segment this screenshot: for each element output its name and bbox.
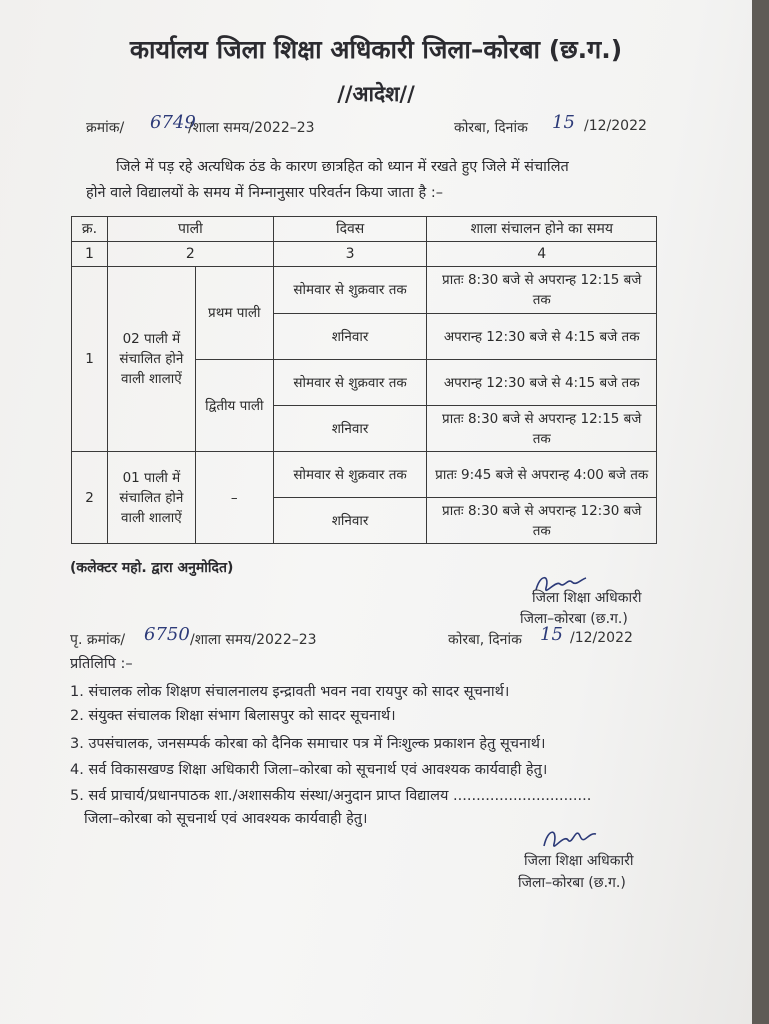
ref2-number: 6750 xyxy=(144,624,190,645)
signature1-designation: जिला शिक्षा अधिकारी xyxy=(532,590,642,606)
ref1-day: 15 xyxy=(552,112,575,133)
group1-shift1-day2: शनिवार xyxy=(273,314,427,360)
ref2-kramank-label: पृ. क्रमांक/ xyxy=(70,632,126,648)
ref1-month-year: /12/2022 xyxy=(584,118,647,134)
group1-category: 02 पाली में संचालित होने वाली शालाऐं xyxy=(107,267,195,452)
header-timing: शाला संचालन होने का समय xyxy=(427,217,657,242)
ref1-kramank-label: क्रमांक/ xyxy=(86,120,125,136)
ref2-month-year: /12/2022 xyxy=(570,630,633,646)
table-header-row xyxy=(72,217,657,242)
colnum-4: 4 xyxy=(427,242,657,267)
group1-shift2-time2: प्रातः 8:30 बजे से अपरान्ह 12:15 बजे तक xyxy=(427,406,657,452)
table-row xyxy=(72,452,657,498)
group1-shift1-day1: सोमवार से शुक्रवार तक xyxy=(273,267,427,314)
header-shift: पाली xyxy=(107,217,273,242)
signature1-place: जिला–कोरबा (छ.ग.) xyxy=(520,611,628,627)
table-colnum-row xyxy=(72,242,657,267)
table-row xyxy=(72,267,657,314)
group1-shift1-time2: अपरान्ह 12:30 बजे से 4:15 बजे तक xyxy=(427,314,657,360)
ref1-session: /शाला समय/2022–23 xyxy=(188,120,315,136)
group1-shift2-day2: शनिवार xyxy=(273,406,427,452)
group1-shift2-name: द्वितीय पाली xyxy=(195,360,273,452)
ref1-number: 6749 xyxy=(150,112,196,133)
signature2-place: जिला–कोरबा (छ.ग.) xyxy=(518,875,626,891)
group2-time1: प्रातः 9:45 बजे से अपरान्ह 4:00 बजे तक xyxy=(427,452,657,498)
group1-shift2-day1: सोमवार से शुक्रवार तक xyxy=(273,360,427,406)
collector-approval: (कलेक्टर महो. द्वारा अनुमोदित) xyxy=(70,560,234,576)
colnum-3: 3 xyxy=(273,242,427,267)
copy-heading: प्रतिलिपि :– xyxy=(70,656,133,672)
order-heading: //आदेश// xyxy=(337,82,415,106)
colnum-1: 1 xyxy=(72,242,108,267)
ref1-place-date-label: कोरबा, दिनांक xyxy=(454,120,528,136)
office-title: कार्यालय जिला शिक्षा अधिकारी जिला–कोरबा (छ.ग.) xyxy=(129,35,623,64)
copy-item-2: 2. संयुक्त संचालक शिक्षा संभाग बिलासपुर को सादर सूचनार्थ। xyxy=(70,708,396,724)
group1-shift1-time1: प्रातः 8:30 बजे से अपरान्ह 12:15 बजे तक xyxy=(427,267,657,314)
group2-category: 01 पाली में संचालित होने वाली शालाऐं xyxy=(107,452,195,544)
copy-item-3: 3. उपसंचालक, जनसम्पर्क कोरबा को दैनिक समाचार पत्र में निःशुल्क प्रकाशन हेतु सूचनार्थ। xyxy=(70,736,546,752)
copy-item-4: 4. सर्व विकासखण्ड शिक्षा अधिकारी जिला–कोरबा को सूचनार्थ एवं आवश्यक कार्यवाही हेतु। xyxy=(70,762,548,778)
ref2-place-date-label: कोरबा, दिनांक xyxy=(448,632,522,648)
group1-shift1-name: प्रथम पाली xyxy=(195,267,273,360)
colnum-2: 2 xyxy=(107,242,273,267)
group2-sno: 2 xyxy=(72,452,108,544)
ref2-day: 15 xyxy=(540,624,563,645)
signature2-designation: जिला शिक्षा अधिकारी xyxy=(524,853,634,869)
copy-item-1: 1. संचालक लोक शिक्षण संचालनालय इन्द्रावती भवन नवा रायपुर को सादर सूचनार्थ। xyxy=(70,684,510,700)
group2-day2: शनिवार xyxy=(273,498,427,544)
copy-item-5: 5. सर्व प्राचार्य/प्रधानपाठक शा./अशासकीय संस्था/अनुदान प्राप्त विद्यालय .............................. xyxy=(70,788,592,804)
group1-sno: 1 xyxy=(72,267,108,452)
group2-time2: प्रातः 8:30 बजे से अपरान्ह 12:30 बजे तक xyxy=(427,498,657,544)
copy-item-5-cont: जिला–कोरबा को सूचनार्थ एवं आवश्यक कार्यवाही हेतु। xyxy=(84,811,368,827)
paragraph-line1: जिले में पड़ रहे अत्यधिक ठंड के कारण छात्रहित को ध्यान में रखते हुए जिले में संचालित xyxy=(116,159,569,175)
group2-shift: – xyxy=(195,452,273,544)
header-sno: क्र. xyxy=(72,217,108,242)
group1-shift2-time1: अपरान्ह 12:30 बजे से 4:15 बजे तक xyxy=(427,360,657,406)
header-day: दिवस xyxy=(273,217,427,242)
group2-day1: सोमवार से शुक्रवार तक xyxy=(273,452,427,498)
paragraph-line2: होने वाले विद्यालयों के समय में निम्नानुसार परिवर्तन किया जाता है :– xyxy=(86,185,443,201)
ref2-session: /शाला समय/2022–23 xyxy=(190,632,317,648)
schedule-table xyxy=(71,216,657,544)
